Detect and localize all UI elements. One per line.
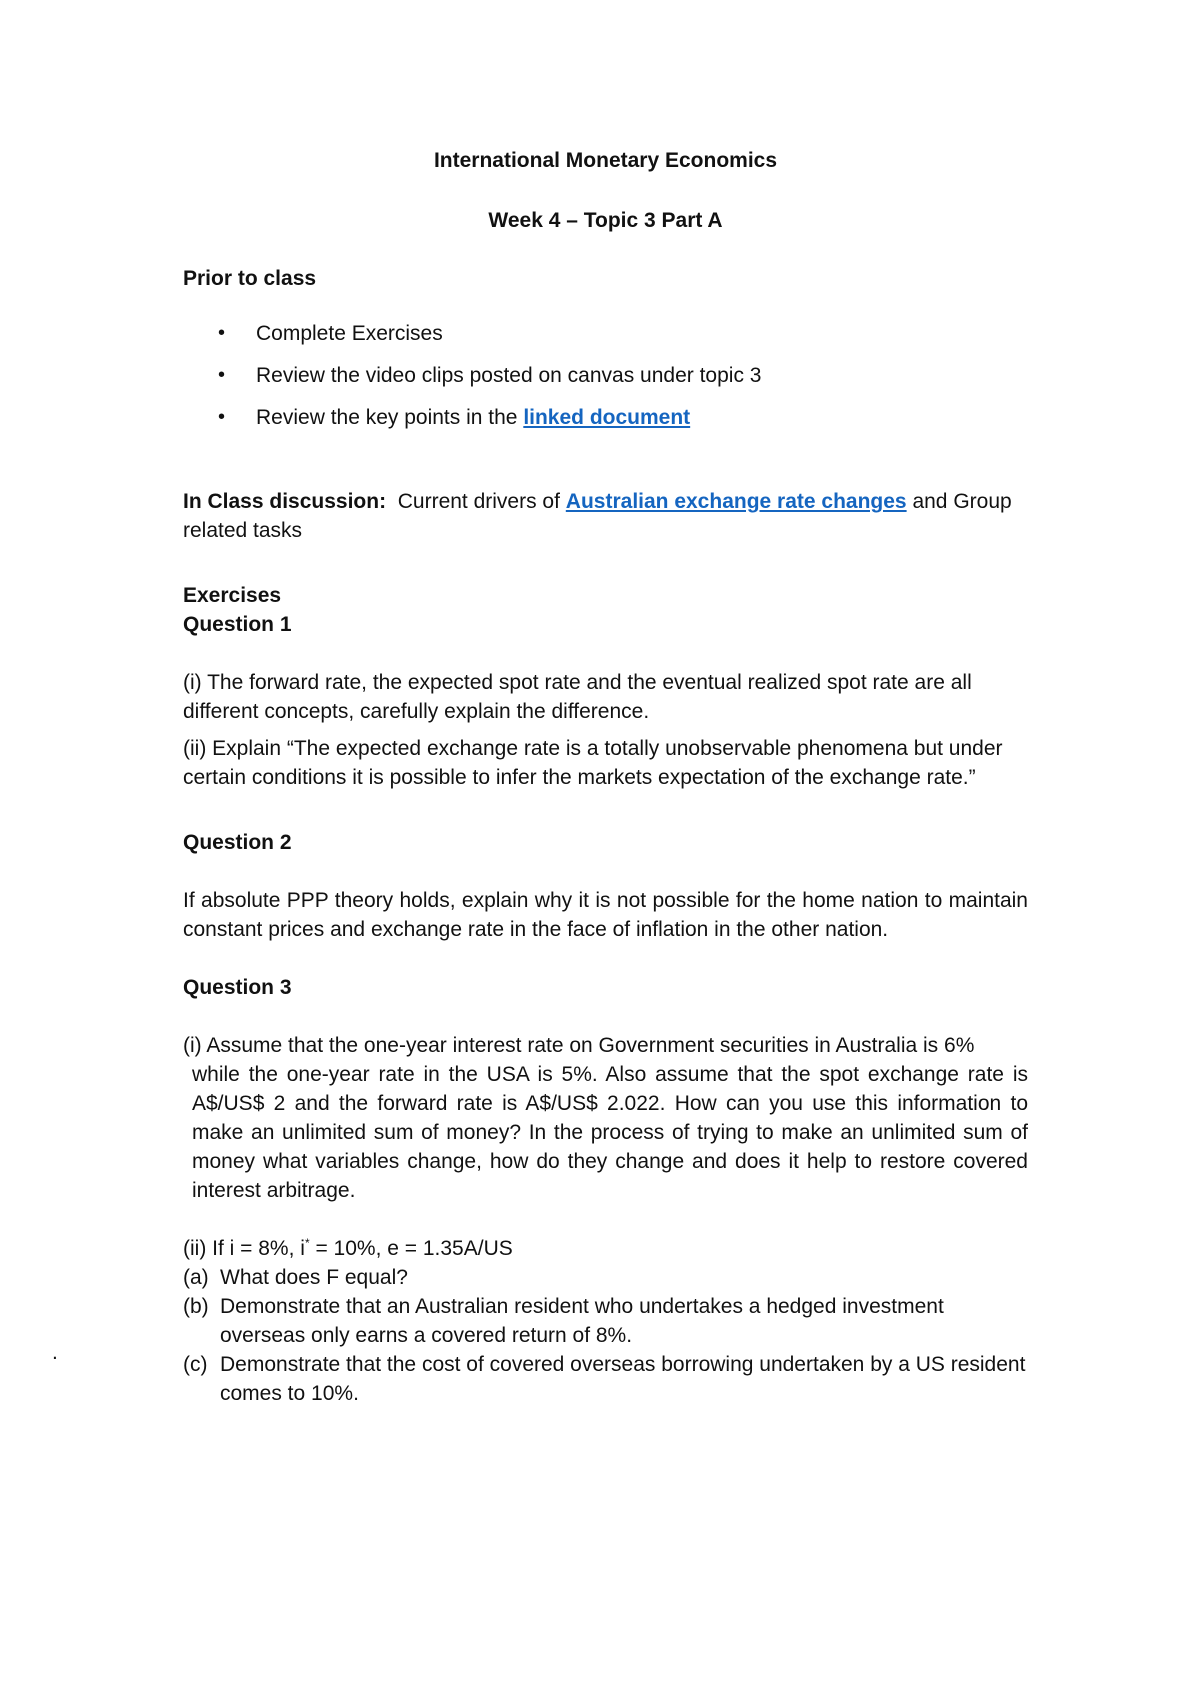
- spacer: [183, 944, 1028, 973]
- spacer: [183, 1002, 1028, 1031]
- list-item: [183, 1292, 1028, 1350]
- question-1-part-i: (i) The forward rate, the expected spot rate and the eventual realized spot rate are all different concepts, carefully explain the difference.: [183, 671, 972, 723]
- document-body: [183, 146, 1028, 1408]
- list-item-text: Review the video clips posted on canvas under topic 3: [256, 364, 762, 387]
- bullet-icon: •: [218, 322, 226, 344]
- document-subtitle: Week 4 – Topic 3 Part A: [488, 209, 723, 232]
- question-2-text: If absolute PPP theory holds, explain why it is not possible for the home nation to maintain constant prices and exchange rate in the face of inflation in the other nation.: [183, 889, 1028, 941]
- list-item-text: Review the key points in the: [256, 406, 524, 429]
- question-3-part-ii: [183, 1234, 1028, 1263]
- list-item: [183, 1350, 1028, 1408]
- spacer: [183, 792, 1028, 828]
- spacer: [183, 545, 1028, 581]
- spacer: [183, 726, 1028, 734]
- prior-to-class-heading: Prior to class: [183, 267, 317, 290]
- bullet-icon: •: [218, 364, 226, 386]
- class-discussion-label: In Class discussion:: [183, 490, 387, 513]
- exchange-rate-changes-link[interactable]: Australian exchange rate changes: [565, 490, 907, 513]
- list-item: [183, 361, 1028, 390]
- question-1-part-ii: (ii) Explain “The expected exchange rate is a totally unobservable phenomena but under certain conditions it is possible to infer the markets expectation of the exchange rate.”: [183, 737, 1003, 789]
- question-2-heading: Question 2: [183, 831, 292, 854]
- question-3-heading: Question 3: [183, 976, 292, 999]
- spacer: [183, 445, 1028, 487]
- margin-dot: .: [52, 1341, 58, 1364]
- asterisk-superscript: *: [304, 1236, 310, 1250]
- class-discussion-text-end: and Group related tasks: [183, 490, 1012, 542]
- question-3-part-ii-start: (ii) If i = 8%, i: [183, 1237, 305, 1260]
- class-discussion-text: Current drivers of: [386, 490, 566, 513]
- list-item: [183, 319, 1028, 348]
- class-discussion-paragraph: [183, 487, 1028, 545]
- exercises-heading: Exercises: [183, 584, 282, 607]
- list-item: [183, 403, 1028, 432]
- list-item-text: Complete Exercises: [256, 322, 443, 345]
- bullet-icon: •: [218, 406, 226, 428]
- document-title: International Monetary Economics: [433, 149, 778, 172]
- linked-document-link[interactable]: linked document: [523, 406, 691, 429]
- list-item-text: Demonstrate that the cost of covered overseas borrowing undertaken by a US resident comes to 10%.: [220, 1353, 1026, 1405]
- spacer: [183, 857, 1028, 886]
- question-3-sub-list: [183, 1263, 1028, 1408]
- question-3-part-i-rest: while the one-year rate in the USA is 5%. Also assume that the spot exchange rate is A$/US$ 2 and the forward rate is A$/US$ 2.022. How can you use this information to make an unlimited sum of money? In the process of trying to make an unlimited sum of money what variables change, how do they change and does it help to restore covered interest arbitrage.: [192, 1063, 1028, 1202]
- question-3-part-ii-end: = 10%, e = 1.35A/US: [309, 1237, 513, 1260]
- spacer: [183, 639, 1028, 668]
- spacer: [183, 1205, 1028, 1234]
- prior-to-class-list: [183, 319, 1028, 432]
- list-item-marker: (a): [183, 1266, 209, 1289]
- list-item-text: Demonstrate that an Australian resident who undertakes a hedged investment overseas only earns a covered return of 8%.: [220, 1295, 944, 1347]
- list-item: [183, 1263, 1028, 1292]
- question-3-part-i: [183, 1031, 1028, 1205]
- list-item-text: What does F equal?: [220, 1266, 408, 1289]
- list-item-marker: (c): [183, 1353, 208, 1376]
- question-3-part-i-first-line: (i) Assume that the one-year interest rate on Government securities in Australia is 6%: [183, 1034, 975, 1057]
- question-1-heading: Question 1: [183, 613, 292, 636]
- list-item-marker: (b): [183, 1295, 209, 1318]
